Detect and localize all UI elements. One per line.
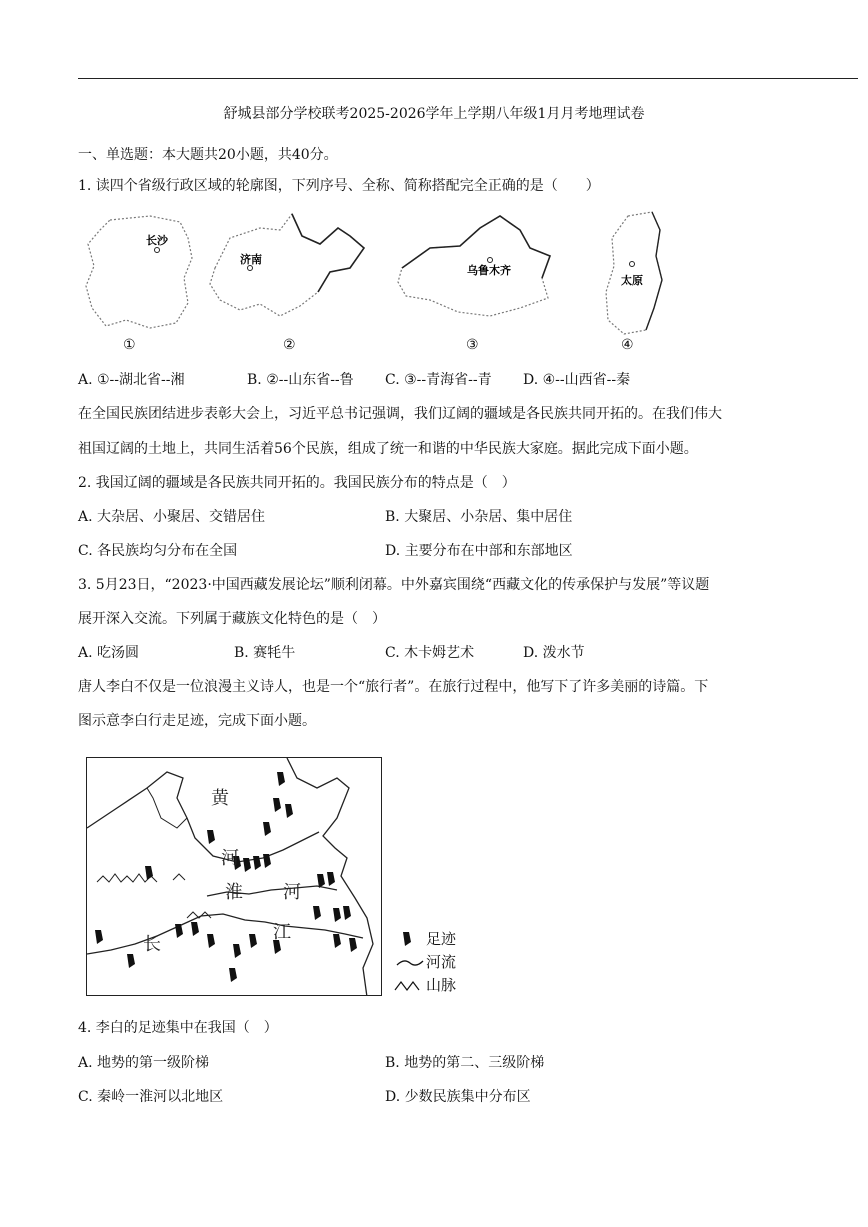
q3-option-d: D. 泼水节 [523,645,585,661]
q3-line2: 展开深入交流。下列属于藏族文化特色的是（ ） [78,611,386,627]
q3-line1: 3. 5月23日，“2023·中国西藏发展论坛”顺利闭幕。中外嘉宾围绕“西藏文化的传承保护与发展”等议题 [78,577,710,593]
province-map-1 [86,216,192,328]
map-number-4: ④ [621,337,634,353]
q1-option-c: C. ③--青海省--青 [385,372,492,388]
map-number-2: ② [283,337,296,353]
q4-stem: 4. 李白的足迹集中在我国（ ） [78,1020,278,1036]
q2-option-b: B. 大聚居、小杂居、集中居住 [385,509,573,525]
province-map-3 [398,216,550,316]
q1-stem: 1. 读四个省级行政区域的轮廓图，下列序号、全称、简称搭配完全正确的是（ ） [78,178,600,194]
q2-option-d: D. 主要分布在中部和东部地区 [385,543,573,559]
label-huang: 黄 [211,788,229,809]
q4-option-d: D. 少数民族集中分布区 [385,1089,531,1105]
map-number-1: ① [123,337,136,353]
q4-option-b: B. 地势的第二、三级阶梯 [385,1055,545,1071]
footprint-icon [400,930,416,948]
q1-option-b: B. ②--山东省--鲁 [247,372,354,388]
passage1-line2: 祖国辽阔的土地上，共同生活着56个民族，组成了统一和谐的中华民族大家庭。据此完成下面小题。 [78,441,698,457]
mountain-icon [394,978,424,992]
legend-river [400,951,480,973]
q4-option-c: C. 秦岭一淮河以北地区 [78,1089,224,1105]
passage2-line2: 图示意李白行走足迹，完成下面小题。 [78,713,316,729]
legend-river-label: 河流 [426,953,457,971]
q1-option-a: A. ①--湖北省--湘 [78,372,185,388]
river-icon [396,957,424,969]
province-map-4 [606,212,662,334]
libai-travel-map [86,757,382,996]
q3-option-a: A. 吃汤圆 [78,645,140,661]
top-rule [78,78,858,79]
exam-title: 舒城县部分学校联考2025-2026学年上学期八年级1月月考地理试卷 [223,106,645,122]
q2-option-a: A. 大杂居、小聚居、交错居住 [78,509,266,525]
passage1-line1: 在全国民族团结进步表彰大会上，习近平总书记强调，我们辽阔的疆域是各民族共同开拓的。在我们伟大 [78,406,722,422]
city-label-2: 济南 [240,253,262,266]
q4-option-a: A. 地势的第一级阶梯 [78,1055,210,1071]
legend-mountain [400,974,480,996]
label-he-2: 河 [283,882,301,903]
province-map-2 [210,214,364,316]
section-heading: 一、单选题：本大题共20小题，共40分。 [78,147,338,163]
legend-mountain-label: 山脉 [426,976,457,994]
libai-map-drawing [87,758,382,996]
city-label-1: 长沙 [146,234,168,247]
label-huai: 淮 [225,882,243,903]
passage2-line1: 唐人李白不仅是一位浪漫主义诗人，也是一个“旅行者”。在旅行过程中，他写下了许多美丽的诗篇。下 [78,679,709,695]
map-number-3: ③ [466,337,479,353]
legend-footprint-label: 足迹 [426,930,457,948]
q3-option-b: B. 赛牦牛 [234,645,296,661]
label-jiang: 江 [273,922,291,943]
province-outline-maps [80,208,840,358]
q1-option-d: D. ④--山西省--秦 [523,372,631,388]
label-chang: 长 [143,934,161,955]
q2-option-c: C. 各民族均匀分布在全国 [78,543,238,559]
city-label-3: 乌鲁木齐 [467,264,511,277]
label-he-1: 河 [221,848,239,869]
q3-option-c: C. 木卡姆艺术 [385,645,475,661]
legend-footprint [400,928,480,950]
q2-stem: 2. 我国辽阔的疆域是各民族共同开拓的。我国民族分布的特点是（ ） [78,475,516,491]
city-label-4: 太原 [621,274,643,287]
